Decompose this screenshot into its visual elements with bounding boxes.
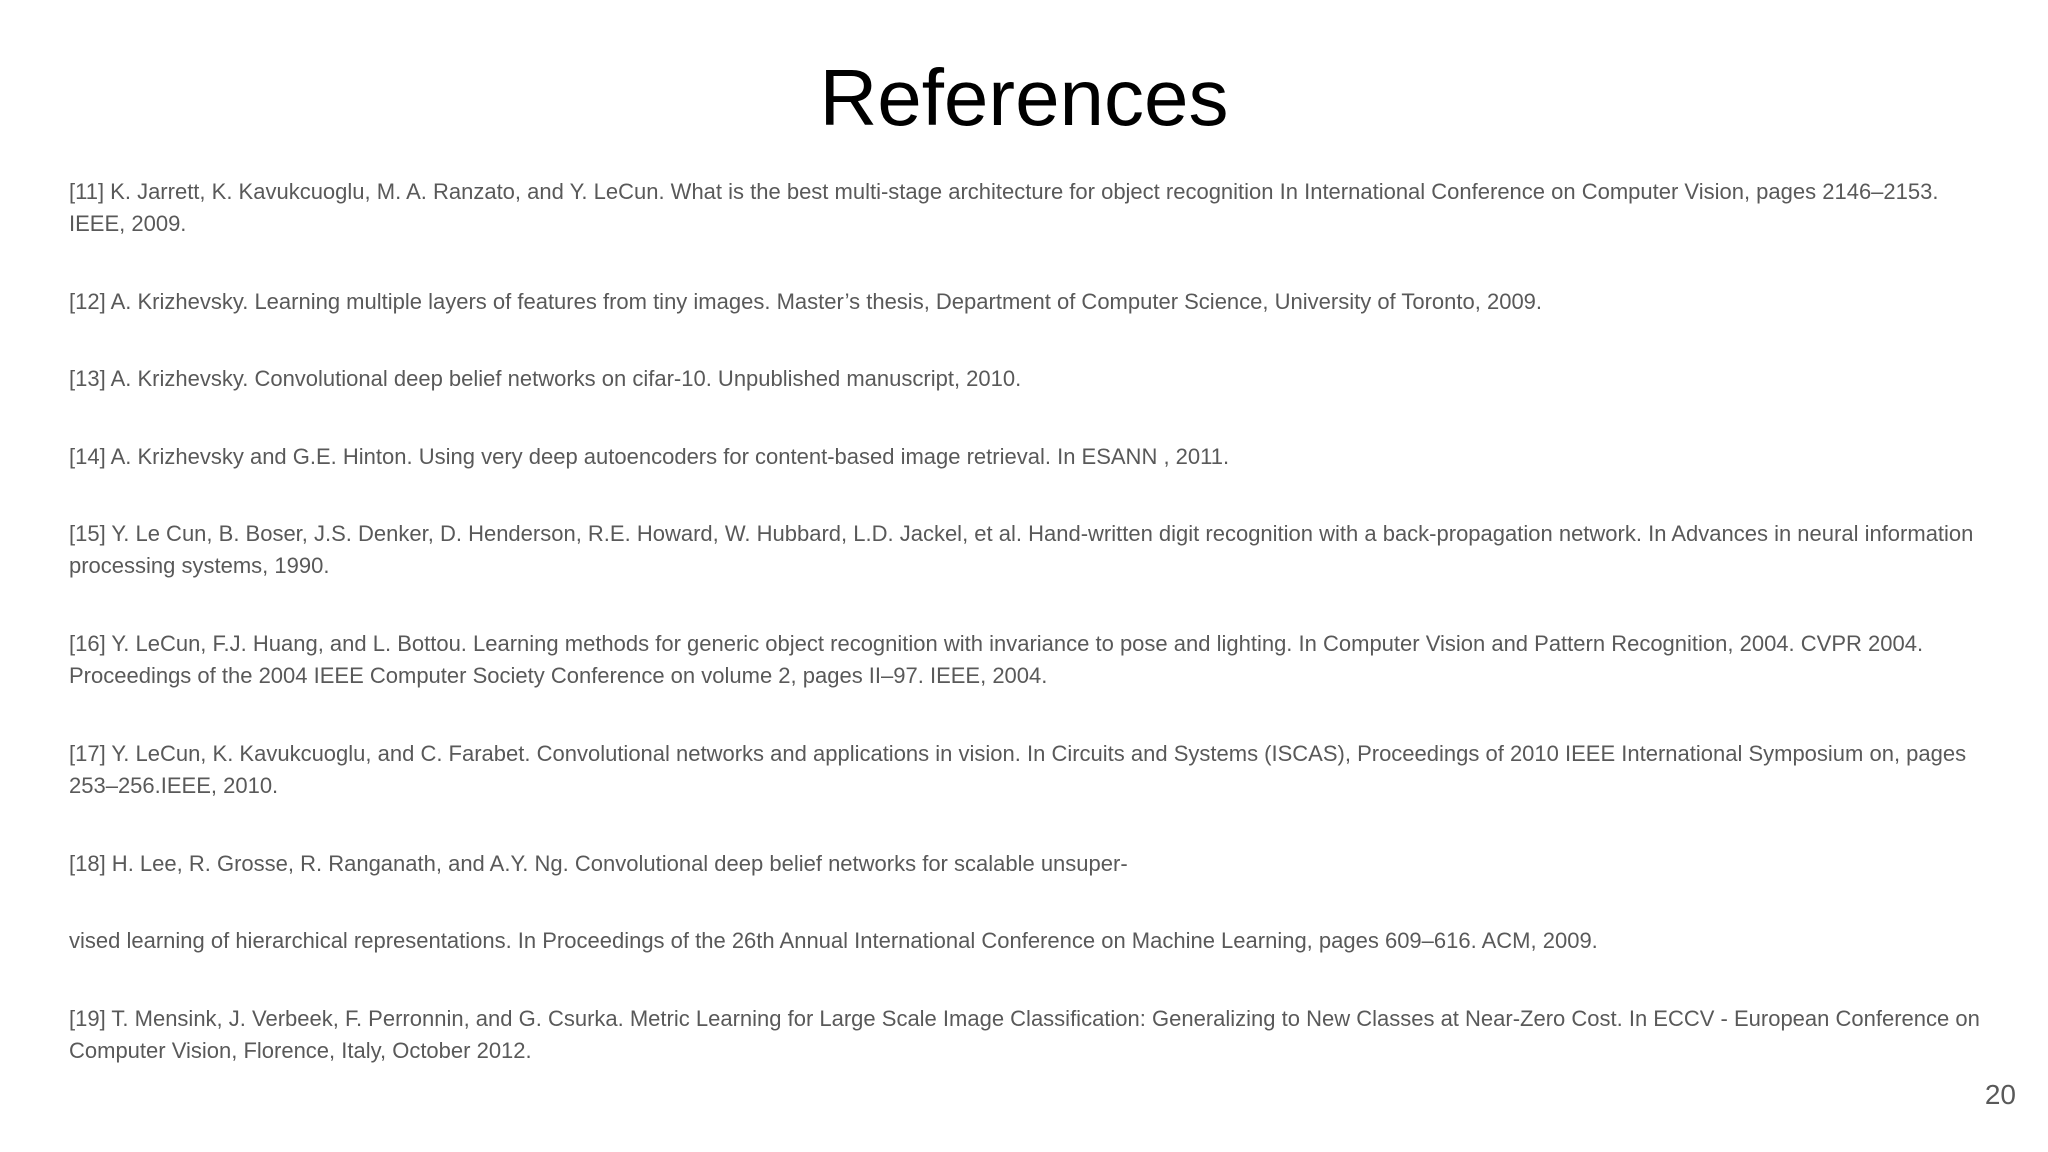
reference-15: [15] Y. Le Cun, B. Boser, J.S. Denker, D. Henderson, R.E. Howard, W. Hubbard, L.D. Jackel, et al. Hand-written digit recognition with a back-propagation network. In Advances in neural information processing systems, 1990. <box>69 521 1974 578</box>
reference-18: [18] H. Lee, R. Grosse, R. Ranganath, and A.Y. Ng. Convolutional deep belief networks for scalable unsuper- <box>69 851 1128 876</box>
page-number: 20 <box>1984 1079 2016 1110</box>
reference-19: [19] T. Mensink, J. Verbeek, F. Perronnin, and G. Csurka. Metric Learning for Large Scale Image Classification: Generalizing to New Classes at Near-Zero Cost. In ECCV - European Conference on Computer Vision, Florence, Italy, October 2012. <box>69 1006 1980 1063</box>
reference-18-continued: vised learning of hierarchical representations. In Proceedings of the 26th Annual International Conference on Machine Learning, pages 609–616. ACM, 2009. <box>69 928 1598 953</box>
reference-16: [16] Y. LeCun, F.J. Huang, and L. Bottou. Learning methods for generic object recognition with invariance to pose and lighting. In Computer Vision and Pattern Recognition, 2004. CVPR 2004. Proceedings of the 2004 IEEE Computer Society Conference on volume 2, pages II–97. IEEE, 2004. <box>69 631 1924 688</box>
reference-14: [14] A. Krizhevsky and G.E. Hinton. Using very deep autoencoders for content-based image retrieval. In ESANN , 2011. <box>69 444 1230 469</box>
reference-17: [17] Y. LeCun, K. Kavukcuoglu, and C. Farabet. Convolutional networks and applications in vision. In Circuits and Systems (ISCAS), Proceedings of 2010 IEEE International Symposium on, pages 253–256.IEEE, 2010. <box>69 741 1967 798</box>
slide-title: References <box>819 53 1229 142</box>
reference-11: [11] K. Jarrett, K. Kavukcuoglu, M. A. Ranzato, and Y. LeCun. What is the best multi-stage architecture for object recognition In International Conference on Computer Vision, pages 2146–2153. IEEE, 2009. <box>69 179 1939 236</box>
reference-12: [12] A. Krizhevsky. Learning multiple layers of features from tiny images. Master’s thesis, Department of Computer Science, University of Toronto, 2009. <box>69 289 1543 314</box>
reference-13: [13] A. Krizhevsky. Convolutional deep belief networks on cifar-10. Unpublished manuscript, 2010. <box>69 366 1022 391</box>
